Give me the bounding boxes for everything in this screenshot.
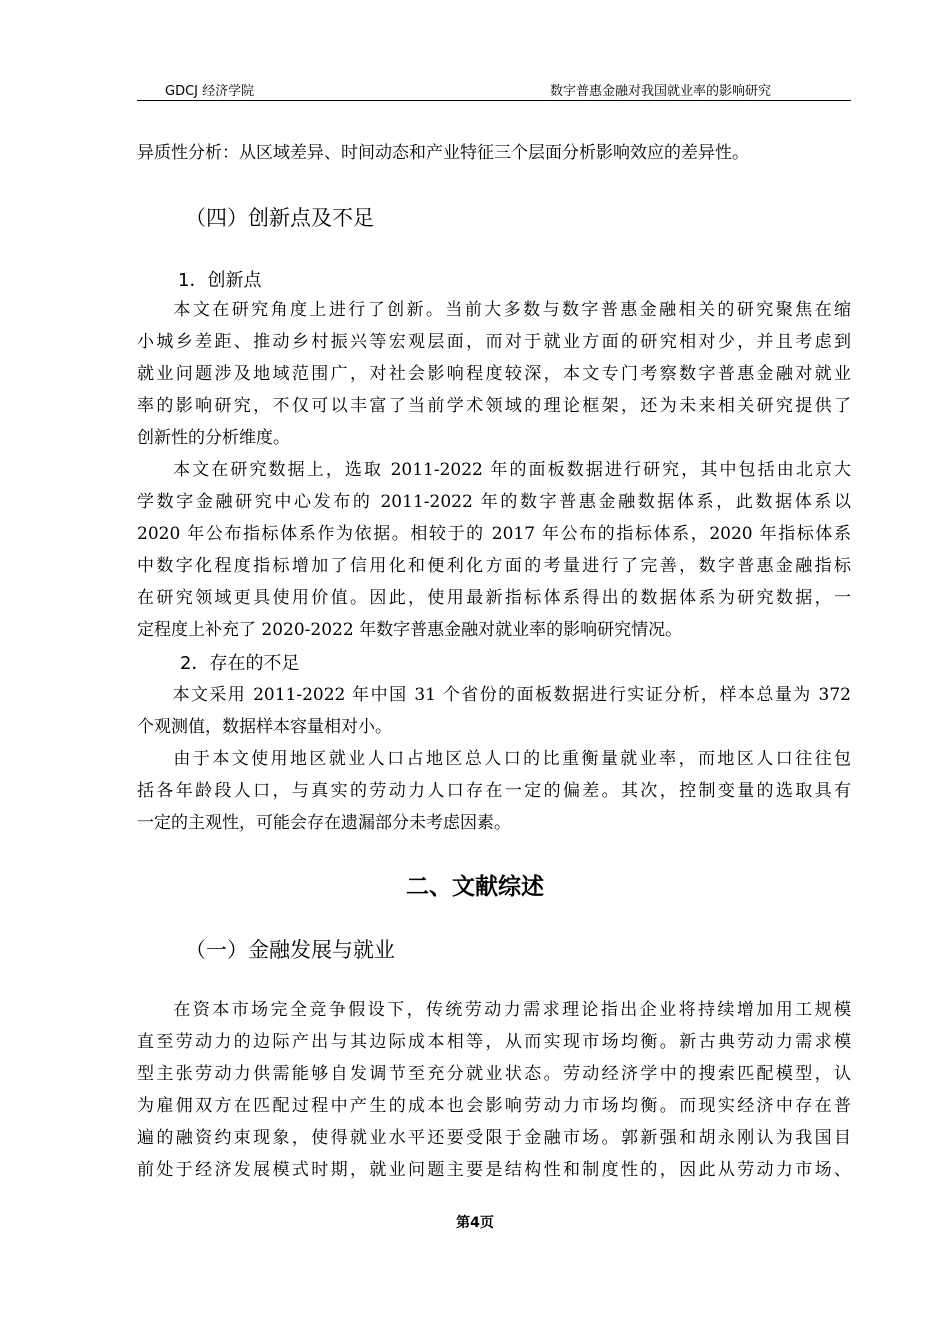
paragraph-line: 为雇佣双方在匹配过程中产生的成本也会影响劳动力市场均衡。而现实经济中存在普 — [137, 1096, 851, 1116]
intro-line: 异质性分析：从区域差异、时间动态和产业特征三个层面分析影响效应的差异性。 — [137, 143, 749, 163]
section-heading-finance-employment: （一）金融发展与就业 — [185, 938, 395, 962]
paragraph-line: 个观测值，数据样本容量相对小。 — [137, 717, 392, 737]
page-number: 第4页 — [456, 1215, 494, 1231]
paragraph-line: 中数字化程度指标增加了信用化和便利化方面的考量进行了完善，数字普惠金融指标 — [137, 556, 851, 576]
paragraph-line: 直至劳动力的边际产出与其边际成本相等，从而实现市场均衡。新古典劳动力需求模 — [137, 1032, 851, 1052]
subheading-shortcomings: 2．存在的不足 — [180, 653, 300, 674]
paragraph-line: 2020 年公布指标体系作为依据。相较于的 2017 年公布的指标体系，2020 年指标体系 — [137, 524, 851, 544]
paragraph-line: 率的影响研究，不仅可以丰富了当前学术领域的理论框架，还为未来相关研究提供了 — [137, 396, 851, 416]
paragraph-line: 一定的主观性，可能会存在遗漏部分未考虑因素。 — [137, 813, 511, 833]
section-heading-innovation: （四）创新点及不足 — [185, 206, 374, 230]
paragraph-line: 前处于经济发展模式时期，就业问题主要是结构性和制度性的，因此从劳动力市场、 — [137, 1160, 851, 1180]
paragraph-line: 括各年龄段人口，与真实的劳动力人口存在一定的偏差。其次，控制变量的选取具有 — [137, 781, 851, 801]
paragraph-line: 小城乡差距、推动乡村振兴等宏观层面，而对于就业方面的研究相对少，并且考虑到 — [137, 332, 851, 352]
paragraph-line: 遍的融资约束现象，使得就业水平还要受限于金融市场。郭新强和胡永刚认为我国目 — [137, 1128, 851, 1148]
subheading-innovation-points: 1．创新点 — [178, 270, 262, 291]
paragraph-line: 本文在研究数据上，选取 2011-2022 年的面板数据进行研究，其中包括由北京大 — [171, 460, 851, 480]
paragraph-line: 由于本文使用地区就业人口占地区总人口的比重衡量就业率，而地区人口往往包 — [171, 749, 851, 769]
header-institution: GDCJ 经济学院 — [165, 84, 255, 99]
page-header — [137, 78, 851, 100]
paragraph-line: 在研究领域更具使用价值。因此，使用最新指标体系得出的数据体系为研究数据，一 — [137, 588, 851, 608]
header-divider — [137, 100, 851, 101]
paragraph-line: 创新性的分析维度。 — [137, 428, 290, 448]
header-paper-title: 数字普惠金融对我国就业率的影响研究 — [549, 84, 771, 99]
paragraph-line: 定程度上补充了 2020-2022 年数字普惠金融对就业率的影响研究情况。 — [137, 620, 683, 640]
paragraph-line: 型主张劳动力供需能够自发调节至充分就业状态。劳动经济学中的搜索匹配模型，认 — [137, 1064, 851, 1084]
chapter-title-literature-review: 二、文献综述 — [406, 874, 544, 900]
paragraph-line: 学数字金融研究中心发布的 2011-2022 年的数字普惠金融数据体系，此数据体系以 — [137, 492, 851, 512]
paragraph-line: 在资本市场完全竞争假设下，传统劳动力需求理论指出企业将持续增加用工规模 — [171, 1000, 851, 1020]
paragraph-line: 本文采用 2011-2022 年中国 31 个省份的面板数据进行实证分析，样本总量为 372 — [171, 685, 851, 705]
paragraph-line: 本文在研究角度上进行了创新。当前大多数与数字普惠金融相关的研究聚焦在缩 — [171, 300, 851, 320]
paragraph-line: 就业问题涉及地域范围广，对社会影响程度较深，本文专门考察数字普惠金融对就业 — [137, 364, 851, 384]
